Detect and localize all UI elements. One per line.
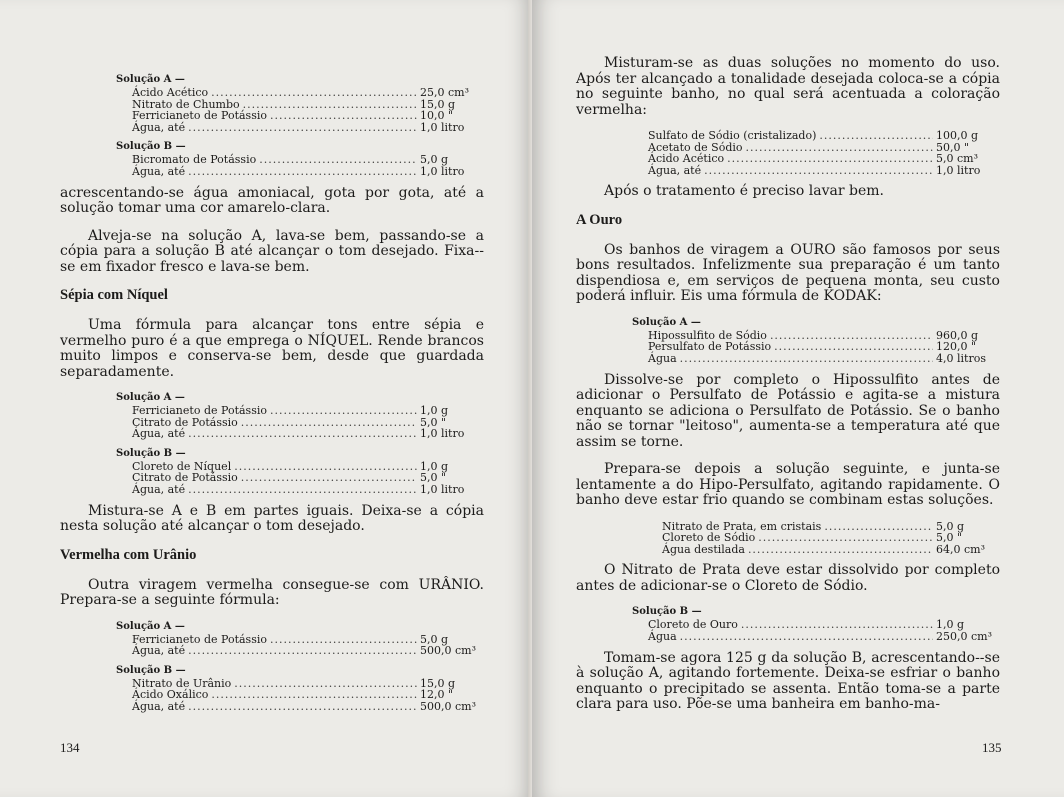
leader-dots bbox=[188, 166, 417, 178]
ingredient-quantity: 10,0 " bbox=[420, 109, 454, 123]
ingredient-name: Ácido Acético bbox=[132, 86, 209, 99]
section-heading: A Ouro bbox=[576, 211, 623, 228]
section-heading: Vermelha com Urânio bbox=[60, 546, 197, 563]
ingredient-quantity: 1,0 litro bbox=[420, 120, 465, 134]
paragraph: Tomam-se agora 125 g da solução B, acrescentando--se à solução A, agitando fortemente. Deixa-se esfriar o banho enquanto o precipitado se assenta. Então toma-se a parte clara para uso. Põe-se uma banheira em banho-ma- bbox=[576, 649, 1000, 713]
paragraph: Após o tratamento é preciso lavar bem. bbox=[604, 183, 884, 200]
ingredient-quantity: 120,0 " bbox=[936, 340, 977, 354]
ingredient-name: Bicromato de Potássio bbox=[132, 153, 257, 167]
ingredient-name: Persulfato de Potássio bbox=[648, 340, 772, 354]
solution-title: Solução B — bbox=[116, 141, 186, 153]
ingredient-quantity: 64,0 cm³ bbox=[936, 542, 985, 556]
ingredient-row bbox=[632, 130, 1000, 142]
ingredient-row bbox=[632, 631, 1000, 643]
ingredient-name: Água destilada bbox=[662, 542, 745, 556]
ingredient-quantity: 100,0 g bbox=[936, 129, 979, 142]
ingredient-name: Água bbox=[648, 630, 677, 644]
ingredient-quantity: 15,0 g bbox=[420, 97, 456, 111]
leader-dots bbox=[746, 142, 933, 154]
leader-dots bbox=[270, 110, 417, 122]
ingredient-quantity: 5,0 g bbox=[936, 519, 965, 533]
ingredient-name: Cloreto de Sódio bbox=[662, 531, 756, 545]
leader-dots bbox=[741, 619, 933, 631]
leader-dots bbox=[727, 153, 933, 165]
ingredient-quantity: 500,0 cm³ bbox=[420, 644, 476, 658]
ingredient-name: Nitrato de Prata, em cristais bbox=[662, 519, 822, 533]
ingredient-name: Água, até bbox=[132, 427, 186, 441]
paragraph: Mistura-se A e B em partes iguais. Deixa-se a cópia nesta solução até alcançar o tom desejado. bbox=[60, 502, 484, 535]
ingredient-quantity: 1,0 litro bbox=[936, 163, 981, 177]
ingredient-row bbox=[116, 405, 484, 417]
right-column bbox=[576, 56, 1000, 725]
ingredient-name: Cloreto de Ouro bbox=[648, 618, 738, 632]
ingredient-quantity: 4,0 litros bbox=[936, 352, 986, 366]
ingredient-name: Ferricianeto de Potássio bbox=[132, 632, 267, 646]
ingredient-quantity: 1,0 litro bbox=[420, 164, 465, 178]
solution-title: Solução B — bbox=[116, 447, 186, 459]
paragraph: Misturam-se as duas soluções no momento do uso. Após ter alcançado a tonalidade desejada coloca-se a cópia no seguinte banho, no qual será acentuada a coloração vermelha: bbox=[576, 55, 1000, 118]
ingredient-quantity: 960,0 g bbox=[936, 328, 979, 342]
solution-block bbox=[116, 392, 484, 440]
ingredient-quantity: 50,0 " bbox=[936, 140, 970, 154]
ingredient-quantity: 1,0 litro bbox=[420, 483, 465, 497]
leader-dots bbox=[270, 634, 417, 646]
ingredient-quantity: 1,0 litro bbox=[420, 427, 465, 441]
leader-dots bbox=[188, 701, 417, 713]
leader-dots bbox=[704, 165, 933, 177]
ingredient-quantity: 12,0 " bbox=[420, 688, 454, 702]
ingredient-quantity: 5,0 g bbox=[420, 632, 449, 646]
page-number: 134 bbox=[60, 740, 80, 755]
solution-title: Solução A — bbox=[116, 392, 185, 404]
ingredient-name: Água bbox=[648, 352, 677, 366]
solution-block bbox=[632, 130, 1000, 176]
leader-dots bbox=[234, 461, 417, 473]
ingredient-quantity: 5,0 " bbox=[936, 531, 963, 545]
paragraph: Prepara-se depois a solução seguinte, e junta-se lentamente a do Hipo-Persulfato, agitando rapidamente. O banho deve estar frio quando se combinam estas soluções. bbox=[576, 461, 1000, 509]
leader-dots bbox=[188, 428, 417, 440]
ingredient-row bbox=[632, 353, 1000, 365]
ingredient-row bbox=[116, 122, 484, 134]
ingredient-quantity: 1,0 g bbox=[420, 459, 449, 473]
solution-block bbox=[116, 74, 484, 133]
solution-block bbox=[116, 448, 484, 496]
solution-title: Solução B — bbox=[632, 606, 702, 618]
leader-dots bbox=[211, 87, 417, 99]
leader-dots bbox=[259, 154, 417, 166]
leader-dots bbox=[680, 353, 933, 365]
ingredient-quantity: 15,0 g bbox=[420, 676, 456, 690]
ingredient-name: Nitrato de Urânio bbox=[132, 676, 232, 690]
solution-block bbox=[646, 521, 1000, 556]
paragraph: O Nitrato de Prata deve estar dissolvido por completo antes de adicionar-se o Cloreto de Sódio. bbox=[576, 562, 1000, 594]
ingredient-quantity: 5,0 cm³ bbox=[936, 152, 978, 166]
ingredient-name: Água, até bbox=[648, 163, 702, 177]
ingredient-quantity: 1,0 g bbox=[420, 404, 449, 418]
ingredient-row bbox=[116, 428, 484, 440]
ingredient-quantity: 5,0 " bbox=[420, 471, 447, 485]
ingredient-name: Ácido Oxálico bbox=[132, 688, 209, 702]
ingredient-row bbox=[632, 165, 1000, 177]
leader-dots bbox=[774, 341, 933, 353]
ingredient-name: Acetato de Sódio bbox=[648, 140, 743, 154]
leader-dots bbox=[819, 130, 933, 142]
leader-dots bbox=[758, 532, 933, 544]
solution-title: Solução A — bbox=[116, 74, 185, 85]
ingredient-row bbox=[116, 166, 484, 178]
leader-dots bbox=[824, 521, 933, 533]
solution-title: Solução B — bbox=[116, 664, 186, 676]
solution-block bbox=[116, 621, 484, 657]
leader-dots bbox=[234, 678, 417, 690]
ingredient-quantity: 500,0 cm³ bbox=[420, 700, 476, 713]
ingredient-quantity: 25,0 cm³ bbox=[420, 86, 469, 99]
solution-title: Solução A — bbox=[632, 316, 701, 328]
paragraph: Uma fórmula para alcançar tons entre sépia e vermelho puro é a que emprega o NÍQUEL. Rende brancos muito limpos e conserva-se bem, desde que guardada separadamente. bbox=[60, 317, 484, 380]
ingredient-name: Citrato de Potássio bbox=[132, 415, 238, 429]
leader-dots bbox=[748, 544, 933, 556]
section-heading: Sépia com Níquel bbox=[60, 287, 168, 304]
solution-block bbox=[116, 665, 484, 713]
ingredient-name: Água, até bbox=[132, 700, 186, 713]
solution-title: Solução A — bbox=[116, 620, 185, 632]
right-page bbox=[532, 0, 1064, 797]
leader-dots bbox=[770, 330, 933, 342]
paragraph: acrescentando-se água amoniacal, gota por gota, até a solução tomar uma cor amarelo-clara. bbox=[60, 184, 484, 217]
ingredient-row bbox=[646, 544, 1000, 556]
ingredient-name: Água, até bbox=[132, 483, 186, 497]
ingredient-quantity: 5,0 " bbox=[420, 415, 447, 429]
ingredient-name: Água, até bbox=[132, 644, 186, 658]
ingredient-name: Cloreto de Níquel bbox=[132, 459, 232, 473]
ingredient-row bbox=[116, 484, 484, 496]
leader-dots bbox=[188, 484, 417, 496]
ingredient-name: Hipossulfito de Sódio bbox=[648, 328, 767, 342]
solution-block bbox=[632, 606, 1000, 642]
ingredient-name: Ferricianeto de Potássio bbox=[132, 404, 267, 418]
ingredient-name: Sulfato de Sódio (cristalizado) bbox=[648, 129, 817, 142]
ingredient-row bbox=[116, 645, 484, 657]
ingredient-quantity: 1,0 g bbox=[936, 618, 965, 632]
leader-dots bbox=[680, 631, 933, 643]
ingredient-row bbox=[116, 87, 484, 99]
ingredient-quantity: 250,0 cm³ bbox=[936, 630, 992, 644]
leader-dots bbox=[241, 417, 417, 429]
leader-dots bbox=[243, 99, 417, 111]
solution-block bbox=[632, 317, 1000, 365]
paragraph: Outra viragem vermelha consegue-se com URÂNIO. Prepara-se a seguinte fórmula: bbox=[60, 576, 484, 609]
ingredient-name: Água, até bbox=[132, 164, 186, 178]
paragraph: Dissolve-se por completo o Hipossulfito antes de adicionar o Persulfato de Potássio e agita-se a mistura enquanto se adiciona o Persulfato de Potássio. Se o banho não se tornar "leitoso", aumenta-se a temperatura até que assim se torne. bbox=[576, 371, 1000, 450]
ingredient-name: Citrato de Potássio bbox=[132, 471, 238, 485]
leader-dots bbox=[211, 689, 417, 701]
leader-dots bbox=[188, 645, 417, 657]
ingredient-name: Ferricianeto de Potássio bbox=[132, 109, 267, 123]
leader-dots bbox=[188, 122, 417, 134]
ingredient-name: Ácido Acético bbox=[648, 152, 725, 166]
left-column bbox=[60, 74, 484, 721]
ingredient-name: Água, até bbox=[132, 120, 186, 134]
paragraph: Os banhos de viragem a OURO são famosos por seus bons resultados. Infelizmente sua preparação é um tanto dispendiosa e, em serviços de pequena monta, seu custo poderá influir. Eis uma fórmula de KODAK: bbox=[576, 241, 1000, 305]
page-number: 135 bbox=[982, 740, 1002, 755]
leader-dots bbox=[270, 405, 417, 417]
ingredient-name: Nitrato de Chumbo bbox=[132, 97, 240, 111]
leader-dots bbox=[241, 472, 417, 484]
ingredient-row bbox=[116, 701, 484, 713]
paragraph: Alveja-se na solução A, lava-se bem, passando-se a cópia para a solução B até alcançar o tom desejado. Fixa--se em fixador fresco e lava-se bem. bbox=[60, 227, 484, 275]
solution-block bbox=[116, 141, 484, 177]
ingredient-quantity: 5,0 g bbox=[420, 153, 449, 167]
